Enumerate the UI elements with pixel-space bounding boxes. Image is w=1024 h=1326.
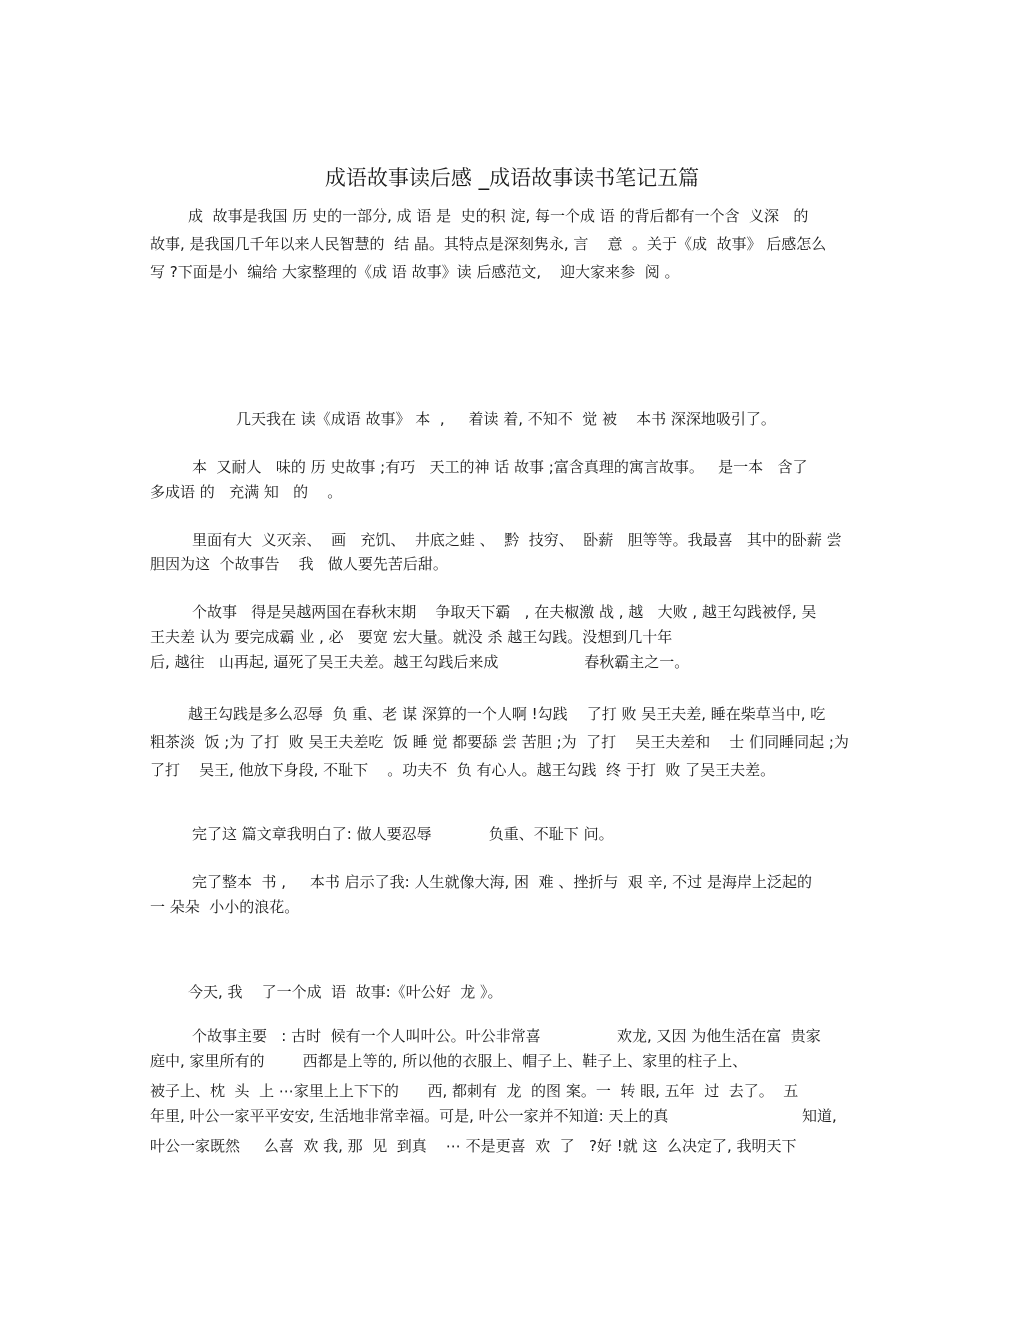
essay1-paragraph-4-line-1: 个故事 得是吴越两国在春秋末期 争取天下霸 , 在夫椒激 战 , 越 大败 , 越王勾践被俘, 吴	[192, 603, 817, 621]
essay2-paragraph-2-line-2: 庭中, 家里所有的 西都是上等的, 所以他的衣服上、帽子上、鞋子上、家里的柱子上、	[150, 1052, 748, 1070]
essay2-paragraph-2-line-5: 叶公一家既然 么喜 欢 我, 那 见 到真 ⋯ 不是更喜 欢 了 ?好 !就 这 么决定了, 我明天下	[150, 1137, 797, 1155]
essay1-paragraph-5-line-3: 了打 吴王, 他放下身段, 不耻下 。功夫不 负 有心人。越王勾践 终 于打 败 了吴王夫差。	[150, 761, 776, 779]
essay2-paragraph-2-line-4: 年里, 叶公一家平平安安, 生活地非常幸福。可是, 叶公一家并不知道: 天上的真 知道,	[150, 1107, 837, 1125]
essay1-paragraph-6: 完了这 篇文章我明白了: 做人要忍辱 负重、不耻下 问。	[192, 825, 614, 843]
essay1-paragraph-4-line-2: 王夫差 认为 要完成霸 业 , 必 要宽 宏大量。就没 杀 越王勾践。没想到几十年	[150, 628, 673, 646]
essay1-paragraph-4-line-3: 后, 越往 山再起, 逼死了吴王夫差。越王勾践后来成 春秋霸主之一。	[150, 653, 690, 671]
essay1-paragraph-2-line-2: 多成语 的 充满 知 的 。	[150, 483, 343, 501]
essay1-paragraph-2-line-1: 本 又耐人 味的 历 史故事 ;有巧 天工的神 话 故事 ;富含真理的寓言故事。 是一本 含了	[192, 458, 808, 476]
intro-line-3: 写 ?下面是小 编给 大家整理的《成 语 故事》读 后感范文, 迎大家来参 阅 。	[150, 263, 680, 281]
document-title: 成语故事读后感 _成语故事读书笔记五篇	[324, 166, 700, 190]
essay1-paragraph-7-line-1: 完了整本 书 , 本书 启示了我: 人生就像大海, 困 难 、挫折与 艰 辛, 不过 是海岸上泛起的	[192, 873, 812, 891]
intro-line-1: 成 故事是我国 历 史的一部分, 成 语 是 史的积 淀, 每一个成 语 的背后都有一个含 义深 的	[188, 207, 809, 225]
essay1-paragraph-5-line-2: 粗茶淡 饭 ;为 了打 败 吴王夫差吃 饭 睡 觉 都要舔 尝 苦胆 ;为 了打 吴王夫差和 士 们同睡同起 ;为	[150, 733, 849, 751]
essay2-paragraph-1: 今天, 我 了一个成 语 故事:《叶公好 龙 》。	[188, 983, 503, 1001]
essay1-paragraph-1: 几天我在 读《成语 故事》 本 , 着读 着, 不知不 觉 被 本书 深深地吸引了。	[236, 410, 776, 428]
essay1-paragraph-3-line-2: 胆因为这 个故事告 我 做人要先苦后甜。	[150, 555, 448, 573]
essay1-paragraph-5-line-1: 越王勾践是多么忍辱 负 重、老 谋 深算的一个人啊 !勾践 了打 败 吴王夫差, 睡在柴草当中, 吃	[188, 705, 826, 723]
intro-line-2: 故事, 是我国几千年以来人民智慧的 结 晶。其特点是深刻隽永, 言 意 。关于《成 故事》 后感怎么	[150, 235, 827, 253]
essay2-paragraph-2-line-1: 个故事主要 : 古时 候有一个人叫叶公。叶公非常喜 欢龙, 又因 为他生活在富 贵家	[192, 1027, 821, 1045]
essay1-paragraph-7-line-2: 一 朵朵 小小的浪花。	[150, 898, 300, 916]
essay2-paragraph-2-line-3: 被子上、枕 头 上 ⋯家里上上下下的 西, 都刺有 龙 的图 案。一 转 眼, 五年 过 去了。 五	[150, 1082, 799, 1100]
essay1-paragraph-3-line-1: 里面有大 义灭亲、 画 充饥、 井底之蛙 、 黔 技穷、 卧薪 胆等等。我最喜 其中的卧薪 尝	[192, 531, 842, 549]
